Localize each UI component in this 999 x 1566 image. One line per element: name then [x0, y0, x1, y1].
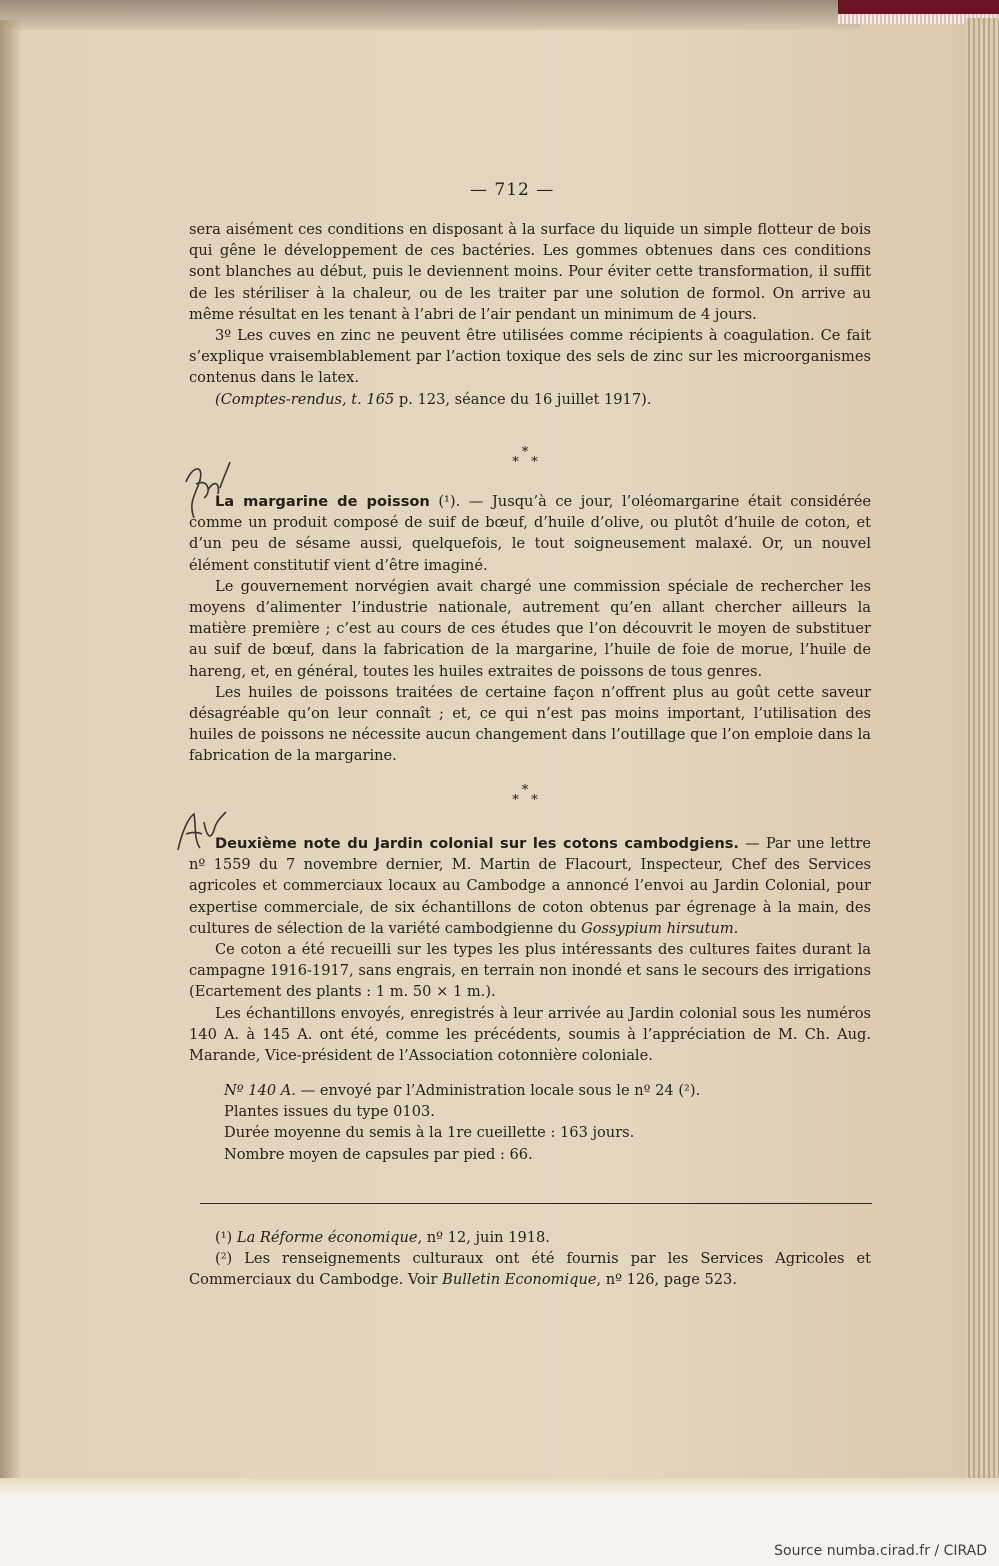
asterism-star-top: * — [521, 445, 529, 460]
asterism-1 — [505, 445, 545, 470]
sample-line-3: Durée moyenne du semis à la 1re cueillette : 163 jours. — [224, 1124, 635, 1142]
margarine-paragraph-2: Le gouvernement norvégien avait chargé une commission spéciale de rechercher les moyens d’alimenter l’industrie nationale, autrement qu’en allant chercher ailleurs la matière première ; c’est au cours de ces études que l’on découvrit le moyen de substituer au suif de bœuf, dans la fabrication de la margarine, l’huile de foie de morue, l’huile de hareng, et, en général, toutes les huiles extraites de poissons de tous genres. — [189, 577, 871, 680]
citation-source: (Comptes-rendus, t. 165 — [215, 390, 395, 408]
asterism-star-right: * — [531, 793, 538, 808]
page-stack-edge — [965, 18, 999, 1478]
margarine-lead-paragraph — [189, 491, 871, 576]
cotons-paragraph-3: Les échantillons envoyés, enregistrés à leur arrivée au Jardin colonial sous les numéros 140 A. à 145 A. ont été, comme les précédents, soumis à l’appréciation de M. Ch. Aug. Marande, Vice-président de l’Association cotonnière coloniale. — [189, 1004, 871, 1065]
cotons-section — [189, 833, 871, 1066]
sample-line-2: Plantes issues du type 0103. — [224, 1103, 435, 1121]
cotons-lead-paragraph — [189, 833, 871, 939]
cotons-title: Deuxième note du Jardin colonial sur les cotons cambodgiens. — [215, 835, 739, 852]
asterism-star-left: * — [512, 793, 519, 808]
margarine-title: La margarine de poisson — [215, 493, 430, 510]
citation — [189, 389, 871, 410]
binding-shadow — [0, 20, 22, 1480]
footnote-1 — [189, 1227, 871, 1248]
footnote-1-mark: (¹) — [215, 1229, 237, 1246]
book-top-edge — [0, 0, 860, 30]
footnote-1-source: La Réforme économique — [236, 1229, 418, 1246]
sample-line-4: Nombre moyen de capsules par pied : 66. — [224, 1145, 533, 1163]
paragraph-body: sera aisément ces conditions en disposant à la surface du liquide un simple flotteur de bois qui gêne le développement de ces bactéries. Les gommes obtenues dans ces conditions sont blanches au début, puis le deviennent moins. Pour éviter cette transformation, il suffit de les stériliser à la chaleur, ou de les traiter par une solution de formol. On arrive au même résultat en les tenant à l’abri de l’air pendant un minimum de 4 jours. — [189, 221, 871, 323]
asterism-star-top: * — [521, 783, 529, 798]
cotons-lead: — Par une lettre nº 1559 du 7 novembre dernier, M. Martin de Flacourt, Inspecteur, Chef des Services agricoles et commerciaux locaux au Cambodge a annoncé l’envoi au Jardin Colonial, pour expertise commerciale, de six échantillons de coton obtenus par égrenage à la main, des cultures de sélection de la variété cambodgienne du — [189, 835, 871, 937]
footnote-1-rest: , nº 12, juin 1918. — [417, 1229, 550, 1246]
sample-line-1 — [224, 1080, 864, 1101]
cotons-paragraph-2: Ce coton a été recueilli sur les types les plus intéressants des cultures faites durant la campagne 1916-1917, sans engrais, en terrain non inondé et sans le secours des irrigations (Ecartement des plants : 1 m. 50 × 1 m.). — [189, 941, 871, 1001]
footnote-2-rest: , nº 126, page 523. — [596, 1271, 737, 1289]
margarine-paragraph-3: Les huiles de poissons traitées de certaine façon n’offrent plus au goût cette saveur désagréable qu’on leur connaît ; et, ce qui n’est pas moins important, l’utilisation des huiles de poissons ne nécessite aucun changement dans l’outillage que l’on emploie dans la fabrication de la margarine. — [189, 683, 871, 765]
page-number: — 712 — — [470, 180, 555, 200]
citation-rest: p. 123, séance du 16 juillet 1917). — [394, 390, 652, 408]
footnote-2-source: Bulletin Economique — [442, 1271, 597, 1289]
footnote-rule — [200, 1203, 872, 1204]
source-label: Source numba.cirad.fr / CIRAD — [774, 1543, 987, 1559]
asterism-star-bottom — [505, 455, 545, 470]
asterism-star-left: * — [512, 455, 519, 470]
footnote-2-text: (²) Les renseignements culturaux ont été fournis par les Services Agricoles et Commerciaux du Cambodge. Voir — [189, 1250, 871, 1289]
asterism-2 — [505, 783, 545, 808]
sample-block — [224, 1080, 864, 1165]
footnote-2 — [189, 1248, 871, 1290]
asterism-star-bottom — [505, 793, 545, 808]
footnote-ref-1: (¹) — [438, 493, 456, 510]
red-book-cover-edge — [838, 0, 999, 20]
cotons-species: Gossypium hirsutum. — [581, 919, 739, 937]
point-three: 3º Les cuves en zinc ne peuvent être utilisées comme récipients à coagulation. Ce fait s’explique vraisemblablement par l’action toxique des sels de zinc sur les microorganismes contenus dans le latex. — [189, 327, 871, 387]
top-paragraph — [189, 219, 871, 410]
margarine-section — [189, 491, 871, 767]
asterism-star-right: * — [531, 455, 538, 470]
margarine-lead: . — Jusqu’à ce jour, l’oléomargarine était considérée comme un produit composé de suif de bœuf, d’huile d’olive, ou plutôt d’huile de coton, et d’un peu de sésame aussi, quelquefois, le tout soigneusement malaxé. Or, un nouvel élément constitutif vient d’être imaginé. — [189, 493, 872, 574]
sample-id: Nº 140 A. — [224, 1082, 296, 1099]
sample-line-1-rest: — envoyé par l’Administration locale sous le nº 24 (²). — [295, 1082, 701, 1099]
footnotes — [189, 1227, 871, 1291]
